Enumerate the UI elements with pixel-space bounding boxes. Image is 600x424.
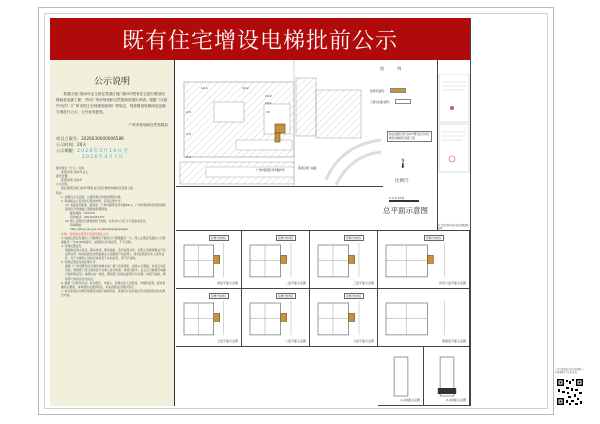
qr-caption: 广州市规划和自然资源局网上办事服务平台扫码查询 <box>555 368 584 374</box>
project-no: 2026030000006586 <box>81 136 124 141</box>
doc-caption-1: 业主同意增设电梯和使用楼层规划图 <box>438 224 469 230</box>
site-label: 12-2 <box>242 86 249 90</box>
floor-plan-label: 九层平面示意图 <box>352 339 374 343</box>
period-end: 2026年4月7日 <box>82 155 125 160</box>
legend-new <box>370 88 406 93</box>
notice-detail-line: 6. 根据《行政许可法》有关规定，申请人、利害关系人有陈述、申辩的权利，经审查确有必要的，本局将依法组织听证，听证按照法定程序进行。 <box>61 280 166 289</box>
notice-detail-line: 4. 有效反馈意见： <box>61 243 85 248</box>
legend-existing-swatch <box>395 99 411 104</box>
plan-title: 总平面示意图 <box>383 206 428 215</box>
legend-existing <box>370 99 411 104</box>
legend-existing-label: 已建(改建)建筑： <box>370 99 392 104</box>
site-label: 13-2 <box>265 94 272 98</box>
duration-label: 公示时间： <box>56 142 77 147</box>
site-label: 2-3 <box>186 155 191 159</box>
floor-plan-label: 四至六层平面示意图 <box>438 281 466 285</box>
document-thumbnails <box>438 74 470 224</box>
notice-meta <box>56 136 168 161</box>
notice-detail-line: http://ghzyj.gz.gov.cn/gkpd/zjghgs/pzqgs/ <box>70 227 129 232</box>
notice-detail-line: (1) 书面意见邮寄、面递至：广州市越秀区西华路96-1，广州市规划和自然资源局荔湾区分局城建工程规划管理科收。 <box>65 202 166 211</box>
floor-plan <box>310 289 378 347</box>
notice-heading: 公示说明 <box>93 77 130 87</box>
notice-detail-line: 2. 利益相关人有权进行陈述申辩，意见反馈方式： <box>61 198 124 203</box>
floor-plan <box>424 347 470 406</box>
notice-detail-line: 邮政编码：510170 <box>70 211 95 216</box>
notice-detail-line: 建设位置： <box>56 174 70 179</box>
floor-plan <box>176 289 242 347</box>
road-label: 广州市荔湾区环翠园护局 <box>256 169 285 172</box>
site-label: 12-1 <box>201 86 208 90</box>
notice-detail-line: 荔湾区周门街4号业主 <box>61 170 88 175</box>
notice-detail-line: 建设单位（个人）名称： <box>56 166 87 170</box>
elevator-area-tag: 拟增设电梯区 <box>346 237 362 240</box>
period-label: 公示期限： <box>56 148 77 153</box>
north-arrow-icon: ⬇ <box>400 162 406 170</box>
north-arrow <box>400 158 406 170</box>
floor-plan-label: 2-2剖面示意图 <box>446 398 466 402</box>
notice-detail-line: 5. 有效反馈意见的处理方式： <box>61 260 99 265</box>
elevator-area-tag: 拟增设电梯区 <box>211 237 227 240</box>
notice-detail-line: 拟在荔湾区周门街4号既有住宅进行增设电梯间及连廊工程。 <box>61 186 136 191</box>
site-label: 2-4 <box>186 132 191 136</box>
elevator-area-tag: 拟增设电梯区 <box>278 295 294 298</box>
notice-detail-line: 根据《广州市既有住宅增设电梯办法》第十四条规定，批前公示期间，对有反对意见的，规划部门可以组织各方当事人进行协商。协商过程中，业主应当就增设电梯方案听取意见；协商达成一致的，规划部门将依法依规予以办理；协商不成的，规划部门将依法作出决定。 <box>65 264 166 281</box>
floor-plan-label: 屋面层平面示意图 <box>441 339 466 343</box>
north-label: N <box>401 158 405 163</box>
legend-note: 拟在荔湾区周门街4号既有住宅进行增设电梯间及连廊工程 <box>387 131 432 142</box>
floor-plan <box>176 231 242 289</box>
notice-detail-line: 公示内容： <box>56 182 70 187</box>
scale-bar <box>389 200 419 202</box>
site-plan <box>176 60 383 187</box>
floor-plan <box>242 289 310 347</box>
elevator-area-tag: 拟增设电梯区 <box>211 295 227 298</box>
floor-plan-label: 1-1剖面示意图 <box>400 398 420 402</box>
legend-title: 图 例 <box>380 66 408 71</box>
notice-red-note: 注明：有效的反馈意见需留有联系方式 <box>61 231 109 236</box>
floor-plan <box>378 347 424 406</box>
floor-plan <box>378 231 470 289</box>
elevator-area-tag: 拟增设电梯区 <box>346 295 362 298</box>
legend-new-swatch <box>390 88 406 93</box>
notice-signature: 广州市规划和自然资源局 <box>128 123 168 127</box>
qr-code-icon <box>556 378 584 406</box>
notice-panel <box>50 60 175 406</box>
notice-detail-line: (2) 网上反馈意见请登录如下网址，在诉求公示栏下方直接录意见。 <box>65 219 149 224</box>
site-label: 13 <box>266 110 270 114</box>
floor-plan <box>242 231 310 289</box>
floor-plan-label: 七层平面示意图 <box>216 339 238 343</box>
notice-detail-line: 荔湾区周门街4号 <box>61 178 83 183</box>
qr-code[interactable] <box>556 378 584 406</box>
page-title: 既有住宅增设电梯批前公示 <box>50 18 470 60</box>
floor-plan <box>310 231 378 289</box>
notice-detail-line: 附注： <box>56 190 65 195</box>
right-divider <box>470 18 471 406</box>
notice-detail-line: 3. 收函反馈意见须在公示期满后不超过计日期限最后一天，网上反馈意见须在公示期满最后一天24:00前提交，逾期视为无效意见，不予采纳。 <box>61 235 166 244</box>
document-thumbnails-drawing <box>438 74 470 224</box>
period-start: 2026年3月19日至 <box>76 149 129 154</box>
elevator-area-tag: 拟增设电梯区 <box>278 237 294 240</box>
notice-detail-line: 须提供反馈人姓名、联系电话、联系地址、身份证明文件，权利人需提供相关产权证明文件（如实际居住的利益相关人需提供产权证明），身份证明需为本人身份证件，对于未提供上述信息或信息不实的意见，将不予采纳。 <box>65 247 166 261</box>
duration: 20天 <box>76 142 87 147</box>
notice-detail-line: 咨询电话：020-81031477 <box>70 215 105 220</box>
floor-plan <box>378 289 470 347</box>
notice-intro: 荔湾区周门街4号业主拟在荔湾区周门街4号既有住宅进行增设电梯间及连廊工程，并向广州市规划和自然资源局提出申请。根据《行政许可法》《广州市国土空间规划条例》等规定，现将增设电梯间及连廊方案进行公示，公开征询意见。 <box>56 92 168 114</box>
floor-plan-label: 二层平面示意图 <box>284 281 306 285</box>
project-no-label: 项目立案号： <box>56 136 82 141</box>
notice-detail-line: 1. 该图仅为示意图，以最终提交审批的图纸为准。 <box>61 194 124 199</box>
doc-caption <box>438 224 470 230</box>
floor-plan-label: 首层平面示意图 <box>216 281 238 285</box>
elevator-area-tag: 拟增设电梯区 <box>426 237 442 240</box>
floor-plan-label: 三层平面示意图 <box>352 281 374 285</box>
gate-label: 荔湾区周门东路 <box>298 167 317 170</box>
notice-detail-line: 咨询网址： <box>70 223 84 228</box>
notice-detail-line: 7. 本次审查仅为增设电梯及连廊方案的审查，具体设计及审查应符合国家相关技术规范内容。 <box>61 288 166 297</box>
scale-ticks: 0 2 5 10米 <box>389 196 405 200</box>
site-label: 13-1 <box>265 101 272 105</box>
legend-new-label: 拟增设建筑： <box>370 88 387 93</box>
scale-label: 比例尺： <box>395 179 413 184</box>
site-label: 2-5 <box>186 110 191 114</box>
floor-plan-label: 八层平面示意图 <box>284 339 306 343</box>
notice-details <box>56 166 168 297</box>
